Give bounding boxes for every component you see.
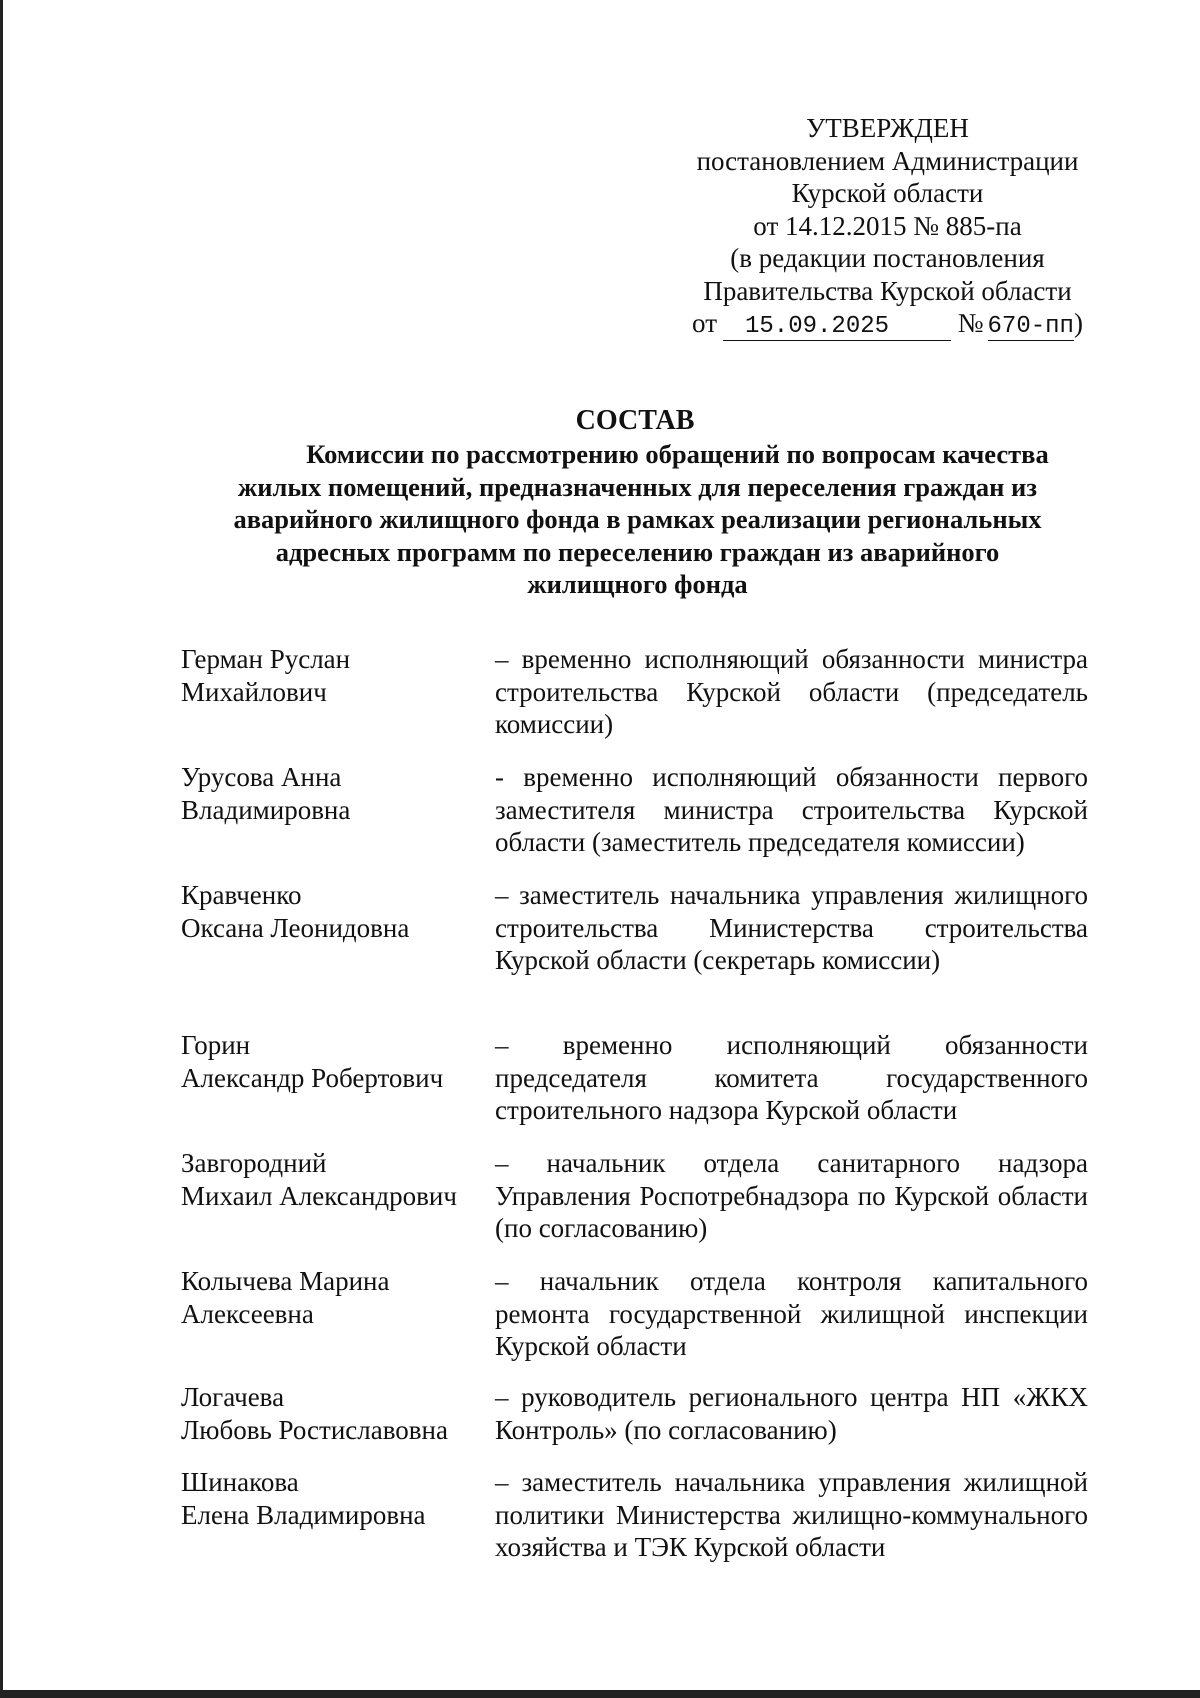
subtitle-line: аварийного жилищного фонда в рамках реализации региональных	[233, 504, 1042, 534]
member-role: – начальник отдела санитарного надзора Управления Роспотребнадзора по Курской области (по согласованию)	[495, 1148, 1088, 1243]
number-prefix: №	[957, 308, 984, 338]
closing-paren: )	[1073, 308, 1083, 338]
member-row	[181, 879, 1091, 1029]
member-name-line: Завгородний	[181, 1148, 327, 1178]
member-name-line: Урусова Анна	[181, 762, 342, 792]
document-title: СОСТАВ	[575, 405, 695, 436]
member-name	[181, 1265, 495, 1381]
approval-line: Правительства Курской области	[703, 275, 1072, 306]
member-name-line: Михаил Александрович	[181, 1180, 457, 1211]
subtitle-line: жилых помещений, предназначенных для переселения граждан из	[238, 471, 1037, 502]
member-name-line: Любовь Ростиславовна	[181, 1414, 448, 1445]
member-name	[181, 879, 495, 1029]
member-role: – начальник отдела контроля капитального ремонта государственной жилищной инспекции Курской области	[495, 1266, 1088, 1361]
approval-line: (в редакции постановления	[730, 243, 1045, 273]
member-row	[181, 761, 1091, 879]
member-name	[181, 1466, 495, 1598]
member-name	[181, 761, 495, 879]
member-row	[181, 1466, 1091, 1598]
subtitle-line: Комиссии по рассмотрению обращений по вопросам качества	[306, 439, 1049, 469]
member-name-line: Логачева	[181, 1382, 285, 1412]
member-name-line: Кравченко	[181, 880, 302, 910]
member-name-line: Михайлович	[181, 676, 327, 707]
member-role: - временно исполняющий обязанности первого заместителя министра строительства Курской области (заместитель председателя комиссии)	[495, 762, 1088, 857]
member-name-line: Елена Владимировна	[181, 1499, 426, 1530]
member-name	[181, 1147, 495, 1265]
date-value-field: 15.09.2025	[723, 314, 951, 341]
scan-edge-left	[0, 0, 3, 1698]
member-row	[181, 1265, 1091, 1381]
date-prefix: от	[692, 308, 717, 338]
member-role: – руководитель регионального центра НП «ЖКХ Контроль» (по согласованию)	[495, 1382, 1088, 1445]
approval-line: постановлением Администрации	[696, 145, 1079, 176]
member-row	[181, 1147, 1091, 1265]
member-name	[181, 1381, 495, 1466]
member-name-line: Александр Робертович	[181, 1062, 444, 1093]
member-name-line: Горин	[181, 1030, 251, 1060]
member-name-line: Герман Руслан	[181, 644, 351, 674]
subtitle-line: жилищного фонда	[527, 569, 748, 599]
member-name	[181, 1029, 495, 1147]
approval-line: от 14.12.2015 № 885-па	[753, 210, 1022, 241]
approval-block	[660, 112, 1115, 341]
member-role: – временно исполняющий обязанности председателя комитета государственного строительного надзора Курской области	[495, 1030, 1088, 1125]
approval-line: УТВЕРЖДЕН	[806, 113, 969, 143]
member-row	[181, 643, 1091, 761]
scan-edge-bottom	[0, 1690, 1200, 1698]
member-role: – заместитель начальника управления жилищного строительства Министерства строительства Курской области (секретарь комиссии)	[495, 880, 1088, 975]
approval-line: Курской области	[791, 178, 984, 208]
member-role: – заместитель начальника управления жилищной политики Министерства жилищно-коммунального хозяйства и ТЭК Курской области	[495, 1467, 1088, 1562]
member-name-line: Шинакова	[181, 1467, 299, 1497]
member-row	[181, 1029, 1091, 1147]
member-row	[181, 1381, 1091, 1466]
members-list	[181, 643, 1091, 1598]
member-name-line: Колычева Марина	[181, 1266, 390, 1296]
member-role: – временно исполняющий обязанности министра строительства Курской области (председатель комиссии)	[495, 644, 1088, 739]
member-name	[181, 643, 495, 761]
subtitle-line: адресных программ по переселению граждан из аварийного	[275, 536, 1000, 567]
member-name-line: Владимировна	[181, 794, 351, 825]
member-name-line: Оксана Леонидовна	[181, 912, 410, 943]
approval-date-line	[660, 307, 1115, 341]
member-name-line: Алексеевна	[181, 1298, 314, 1329]
number-value-field: 670-пп	[987, 313, 1074, 340]
document-subtitle	[190, 438, 1085, 601]
